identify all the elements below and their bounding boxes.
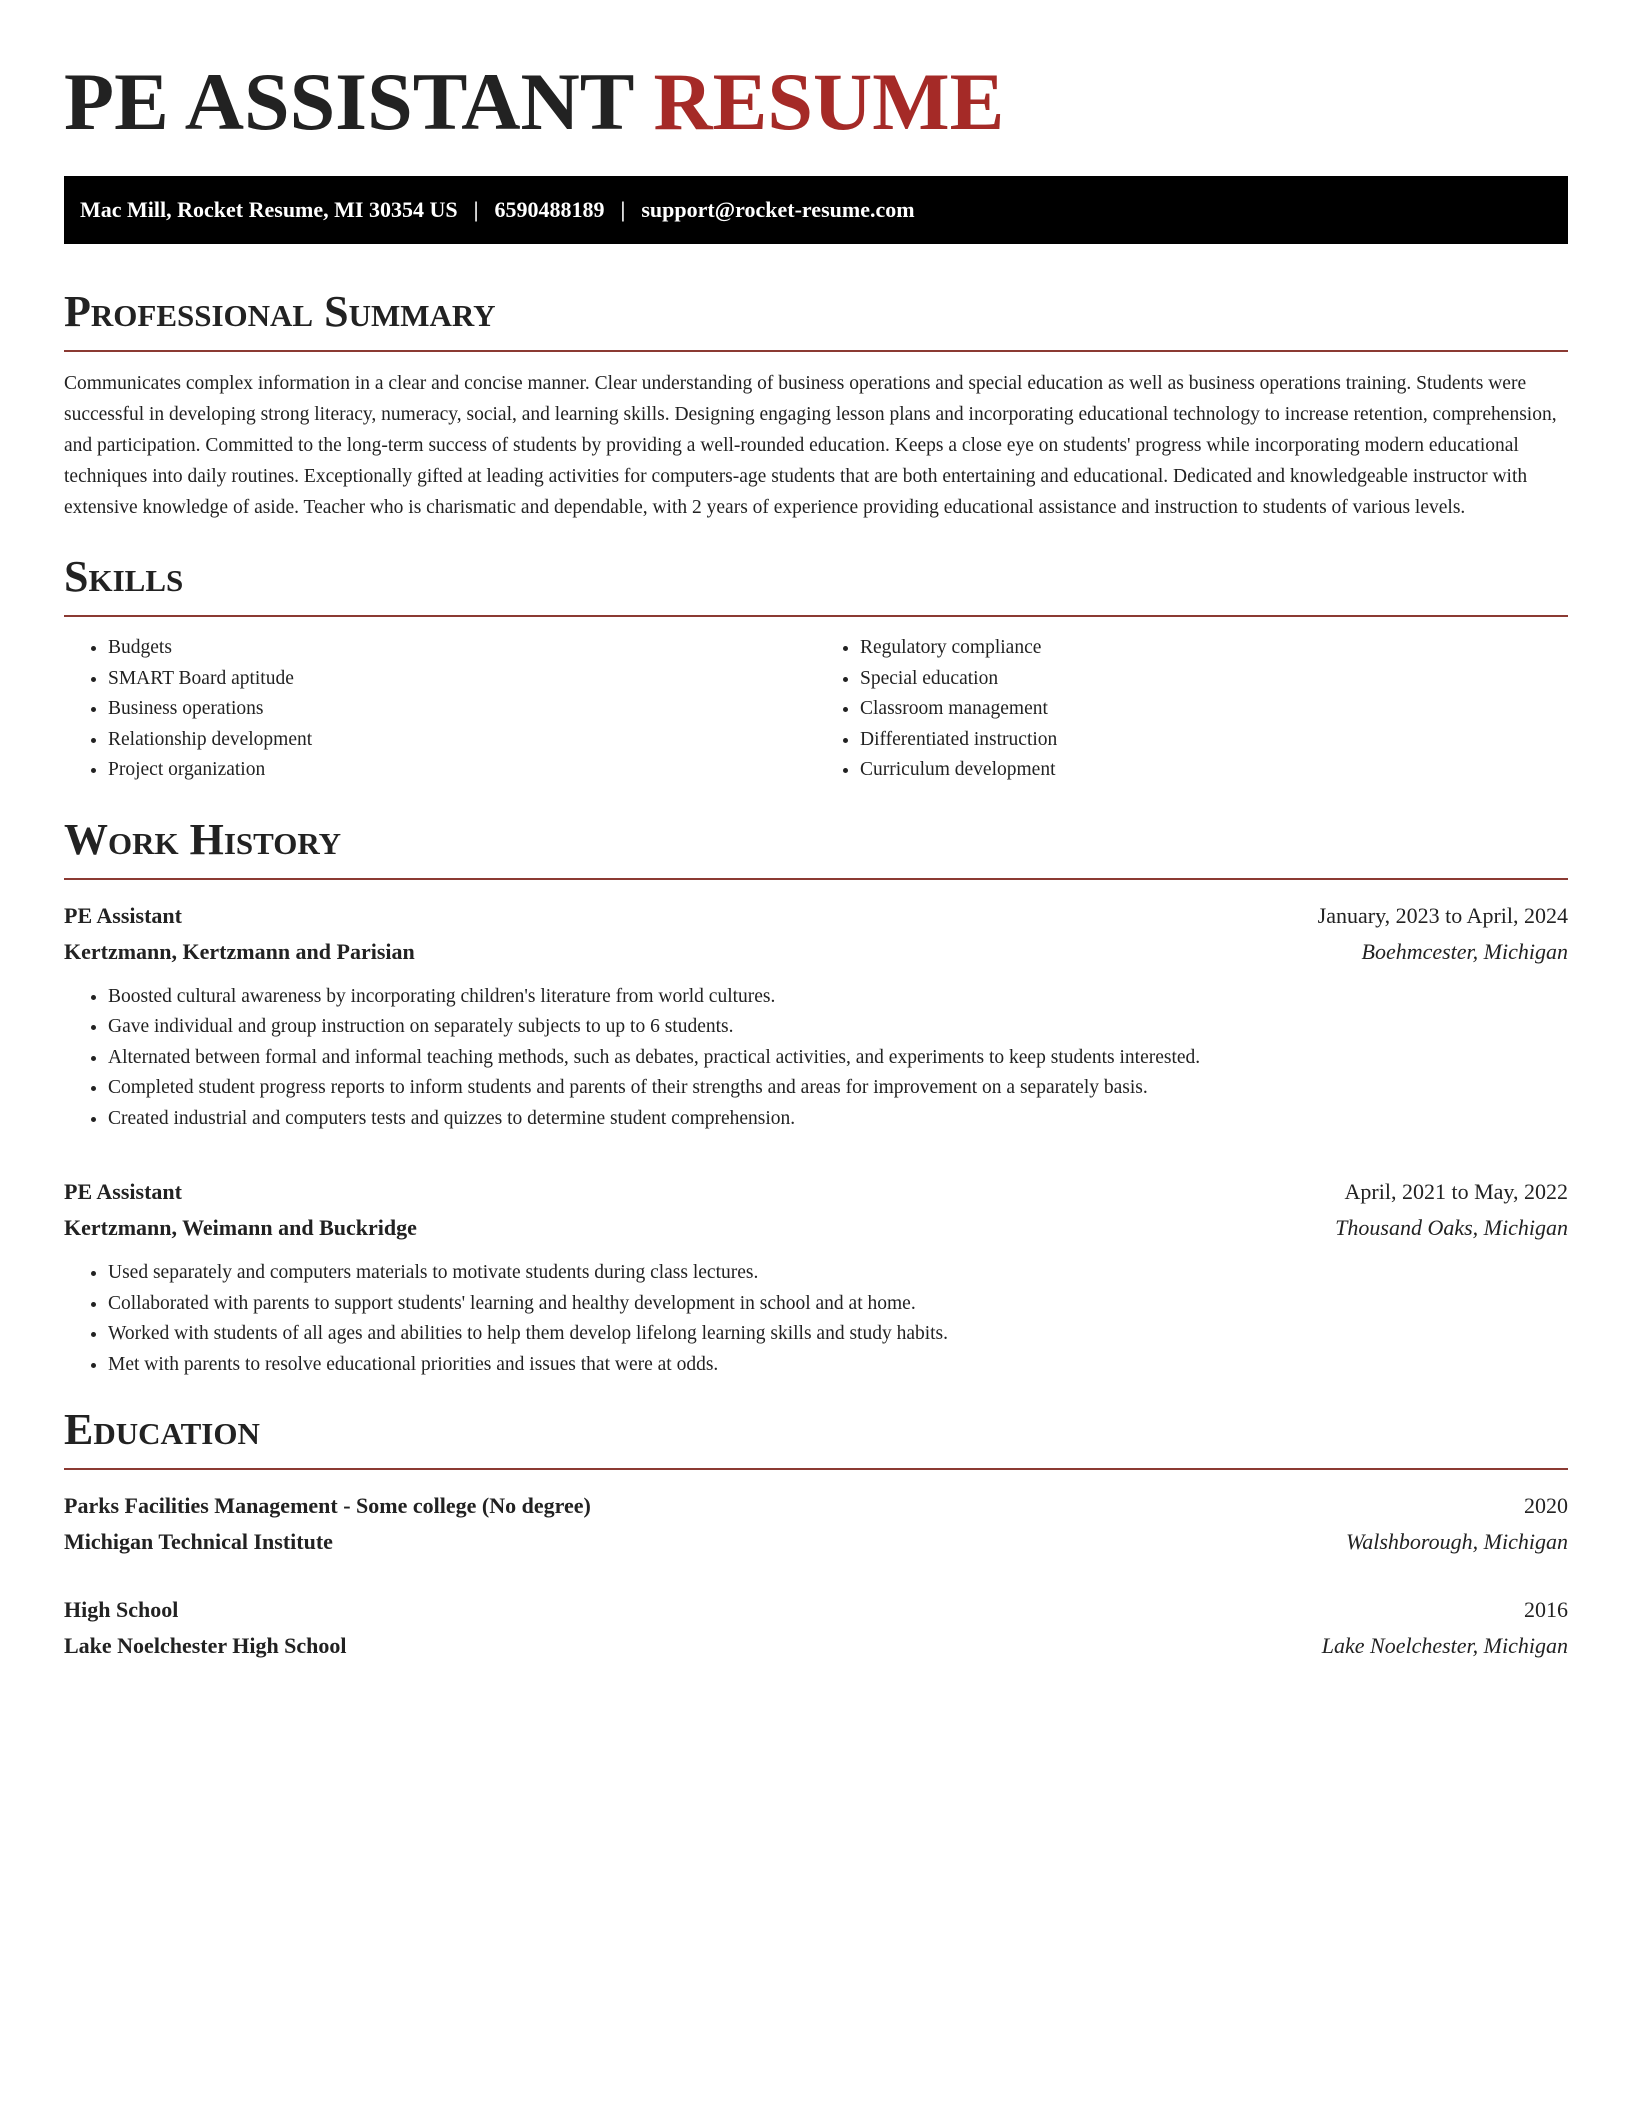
job-dates: January, 2023 to April, 2024 bbox=[1317, 902, 1568, 928]
skill-item: • Business operations bbox=[108, 694, 816, 725]
summary-text: Communicates complex information in a clear and concise manner. Clear understanding of business operations and special education as well as business operations training. Students were successful in developing strong literacy, numeracy, social, and learning skills. Designing engaging lesson plans and incorporating educational technology to increase retention, comprehension, and participation. Committed to the long-term success of students by providing a well-rounded education. Keeps a close eye on students' progress while incorporating modern educational techniques into daily routines. Exceptionally gifted at leading activities for computers-age students that are both entertaining and educational. Dedicated and knowledgeable instructor with extensive knowledge of aside. Teacher who is charismatic and dependable, with 2 years of experience providing educational assistance and instruction to students of various levels. bbox=[64, 373, 1557, 518]
education-location: Walshborough, Michigan bbox=[1345, 1529, 1568, 1554]
job-bullet: • Completed student progress reports to inform students and parents of their strengths and areas for improvement on a separately basis. bbox=[108, 1073, 1568, 1104]
education-heading: Education bbox=[64, 1405, 260, 1454]
job-company: Kertzmann, Weimann and Buckridge bbox=[64, 1215, 417, 1240]
contact-separator: | bbox=[620, 197, 626, 222]
job-bullet: • Worked with students of all ages and abilities to help them develop lifelong learning skills and study habits. bbox=[108, 1319, 1568, 1350]
contact-phone: 6590488189 bbox=[494, 197, 605, 222]
job-company: Kertzmann, Kertzmann and Parisian bbox=[64, 938, 415, 964]
job-entry bbox=[64, 1174, 1568, 1380]
skill-item: • Budgets bbox=[108, 633, 816, 664]
job-location: Boehmcester, Michigan bbox=[1361, 938, 1568, 964]
education-year: 2020 bbox=[1524, 1493, 1568, 1518]
skills-list-right bbox=[816, 633, 1568, 786]
skill-item: • Project organization bbox=[108, 755, 816, 786]
work-section bbox=[64, 816, 1568, 1381]
job-entry bbox=[64, 898, 1568, 1135]
summary-heading: Professional Summary bbox=[64, 287, 496, 336]
job-bullet: • Gave individual and group instruction on separately subjects to up to 6 students. bbox=[108, 1012, 1568, 1043]
section-divider bbox=[64, 615, 1568, 617]
contact-address: Mac Mill, Rocket Resume, MI 30354 US bbox=[80, 197, 458, 222]
title-main: PE ASSISTANT bbox=[64, 56, 633, 147]
job-bullets bbox=[64, 1258, 1568, 1380]
education-location: Lake Noelchester, Michigan bbox=[1321, 1633, 1568, 1658]
education-degree-row bbox=[64, 1592, 1568, 1628]
job-title-row bbox=[64, 898, 1568, 934]
education-entry bbox=[64, 1488, 1568, 1560]
skills-section bbox=[64, 553, 1568, 786]
contact-separator: | bbox=[473, 197, 479, 222]
title-accent: RESUME bbox=[653, 56, 1005, 147]
job-company-row bbox=[64, 934, 1568, 970]
job-bullet: • Alternated between formal and informal teaching methods, such as debates, practical activities, and experiments to keep students interested. bbox=[108, 1043, 1568, 1074]
summary-section bbox=[64, 288, 1568, 523]
education-school: Lake Noelchester High School bbox=[64, 1633, 347, 1658]
resume-title bbox=[64, 52, 1568, 152]
section-divider bbox=[64, 878, 1568, 880]
job-bullets bbox=[64, 982, 1568, 1135]
skill-item: • Relationship development bbox=[108, 725, 816, 756]
skills-heading: Skills bbox=[64, 552, 184, 601]
education-school-row bbox=[64, 1524, 1568, 1560]
job-location: Thousand Oaks, Michigan bbox=[1335, 1215, 1568, 1240]
skills-columns bbox=[64, 633, 1568, 786]
skill-item: • Special education bbox=[860, 664, 1568, 695]
section-divider bbox=[64, 350, 1568, 352]
skill-item: • SMART Board aptitude bbox=[108, 664, 816, 695]
education-degree: High School bbox=[64, 1597, 179, 1622]
job-bullet: • Used separately and computers materials to motivate students during class lectures. bbox=[108, 1258, 1568, 1289]
education-degree-row bbox=[64, 1488, 1568, 1524]
job-bullet: • Met with parents to resolve educational priorities and issues that were at odds. bbox=[108, 1350, 1568, 1381]
skill-item: • Classroom management bbox=[860, 694, 1568, 725]
education-school-row bbox=[64, 1628, 1568, 1664]
contact-email: support@rocket-resume.com bbox=[641, 197, 915, 222]
skill-item: • Differentiated instruction bbox=[860, 725, 1568, 756]
job-bullet: • Boosted cultural awareness by incorporating children's literature from world cultures. bbox=[108, 982, 1568, 1013]
skills-list-left bbox=[64, 633, 816, 786]
job-title-row bbox=[64, 1174, 1568, 1210]
skill-item: • Curriculum development bbox=[860, 755, 1568, 786]
job-bullet: • Created industrial and computers tests and quizzes to determine student comprehension. bbox=[108, 1104, 1568, 1135]
job-title: PE Assistant bbox=[64, 1179, 182, 1204]
contact-bar bbox=[64, 176, 1568, 244]
skill-item: • Regulatory compliance bbox=[860, 633, 1568, 664]
job-company-row bbox=[64, 1210, 1568, 1246]
work-heading: Work History bbox=[64, 814, 342, 864]
education-school: Michigan Technical Institute bbox=[64, 1529, 333, 1554]
job-dates: April, 2021 to May, 2022 bbox=[1344, 1179, 1568, 1204]
education-degree: Parks Facilities Management - Some college (No degree) bbox=[64, 1493, 591, 1518]
education-entry bbox=[64, 1592, 1568, 1664]
education-section bbox=[64, 1406, 1568, 1664]
job-title: PE Assistant bbox=[64, 902, 182, 928]
education-year: 2016 bbox=[1524, 1597, 1568, 1622]
job-bullet: • Collaborated with parents to support students' learning and healthy development in school and at home. bbox=[108, 1289, 1568, 1320]
section-divider bbox=[64, 1468, 1568, 1470]
